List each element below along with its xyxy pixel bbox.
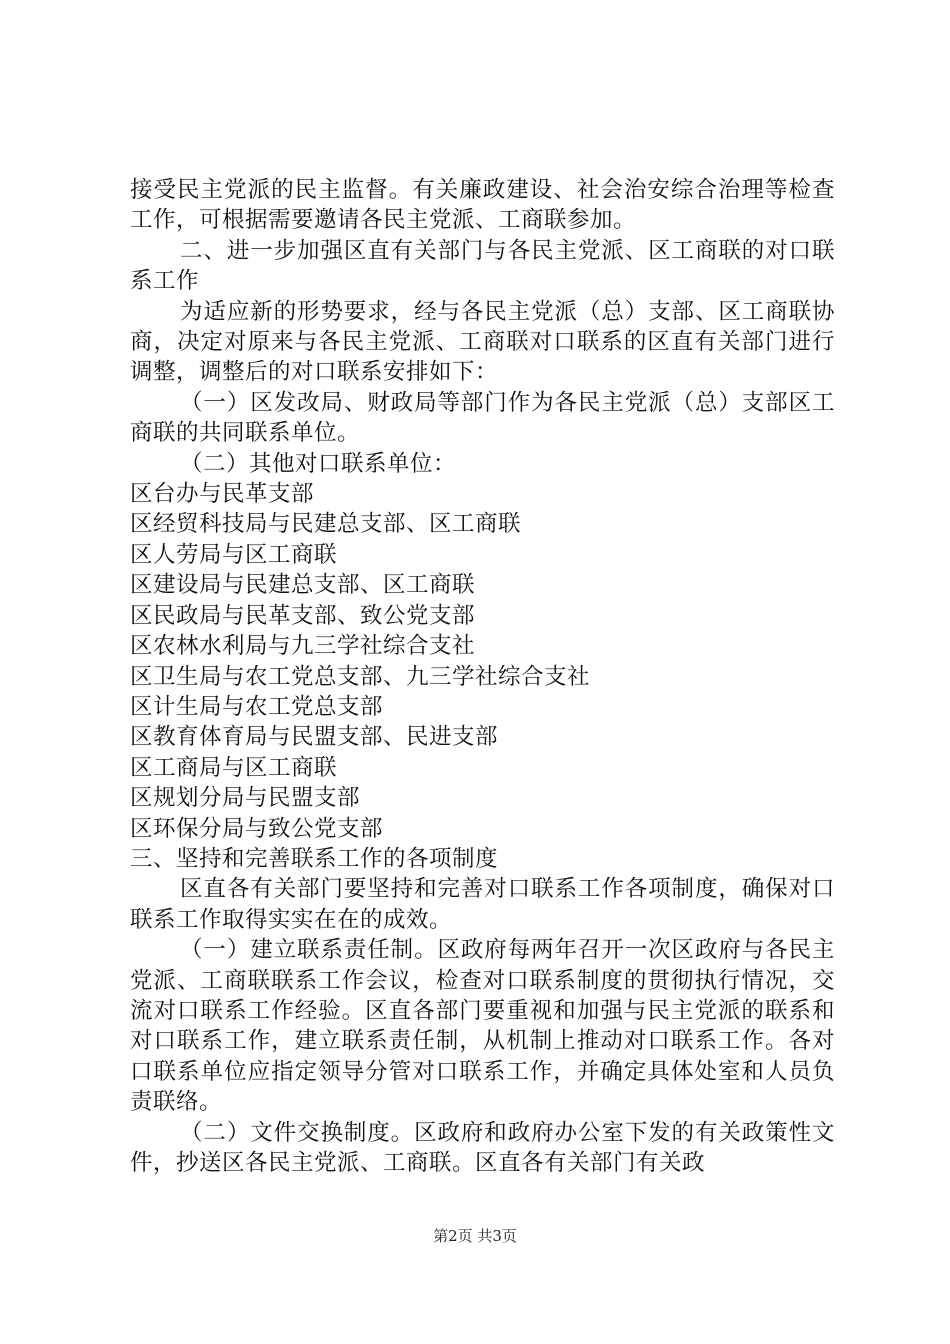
paragraph: （一）建立联系责任制。区政府每两年召开一次区政府与各民主党派、工商联联系工作会议，检查对口联系制度的贯彻执行情况，交流对口联系工作经验。区直各部门要重视和加强与民主党派的联系和对口联系工作，建立联系责任制，从机制上推动对口联系工作。各对口联系单位应指定领导分管对口联系工作，并确定具体处室和人员负责联络。 (130, 937, 835, 1116)
paragraph: 接受民主党派的民主监督。有关廉政建设、社会治安综合治理等检查工作，可根据需要邀请各民主党派、工商联参加。 (130, 177, 835, 234)
paragraph: （二）文件交换制度。区政府和政府办公室下发的有关政策性文件，抄送区各民主党派、工商联。区直各有关部门有关政 (130, 1119, 835, 1176)
list-item: 区农林水利局与九三学社综合支社 (130, 633, 476, 660)
list-item: 区环保分局与致公党支部 (130, 815, 384, 842)
list-item: 区经贸科技局与民建总支部、区工商联 (130, 511, 522, 538)
list-item: 区教育体育局与民盟支部、民进支部 (130, 724, 499, 751)
list-item: 区民政局与民革支部、致公党支部 (130, 602, 476, 629)
paragraph: 为适应新的形势要求，经与各民主党派（总）支部、区工商联协商，决定对原来与各民主党派、工商联对口联系的区直有关部门进行调整，调整后的对口联系安排如下： (130, 298, 835, 386)
list-item: 区人劳局与区工商联 (130, 541, 338, 568)
paragraph: （一）区发改局、财政局等部门作为各民主党派（总）支部区工商联的共同联系单位。 (130, 389, 835, 447)
list-item: 区卫生局与农工党总支部、九三学社综合支社 (130, 663, 591, 690)
list-item: 区规划分局与民盟支部 (130, 785, 361, 812)
section-heading: 二、进一步加强区直有关部门与各民主党派、区工商联的对口联系工作 (130, 237, 835, 295)
paragraph: （二）其他对口联系单位： (180, 450, 457, 477)
section-heading: 三、坚持和完善联系工作的各项制度 (130, 845, 499, 872)
document-body (130, 175, 835, 1178)
paragraph: 区直各有关部门要坚持和完善对口联系工作各项制度，确保对口联系工作取得实实在在的成效。 (130, 876, 835, 933)
list-item: 区台办与民革支部 (130, 481, 315, 508)
list-item: 区计生局与农工党总支部 (130, 693, 384, 720)
list-item: 区建设局与民建总支部、区工商联 (130, 572, 476, 599)
list-item: 区工商局与区工商联 (130, 754, 338, 781)
page-number-footer: 第2页 共3页 (433, 1227, 517, 1245)
